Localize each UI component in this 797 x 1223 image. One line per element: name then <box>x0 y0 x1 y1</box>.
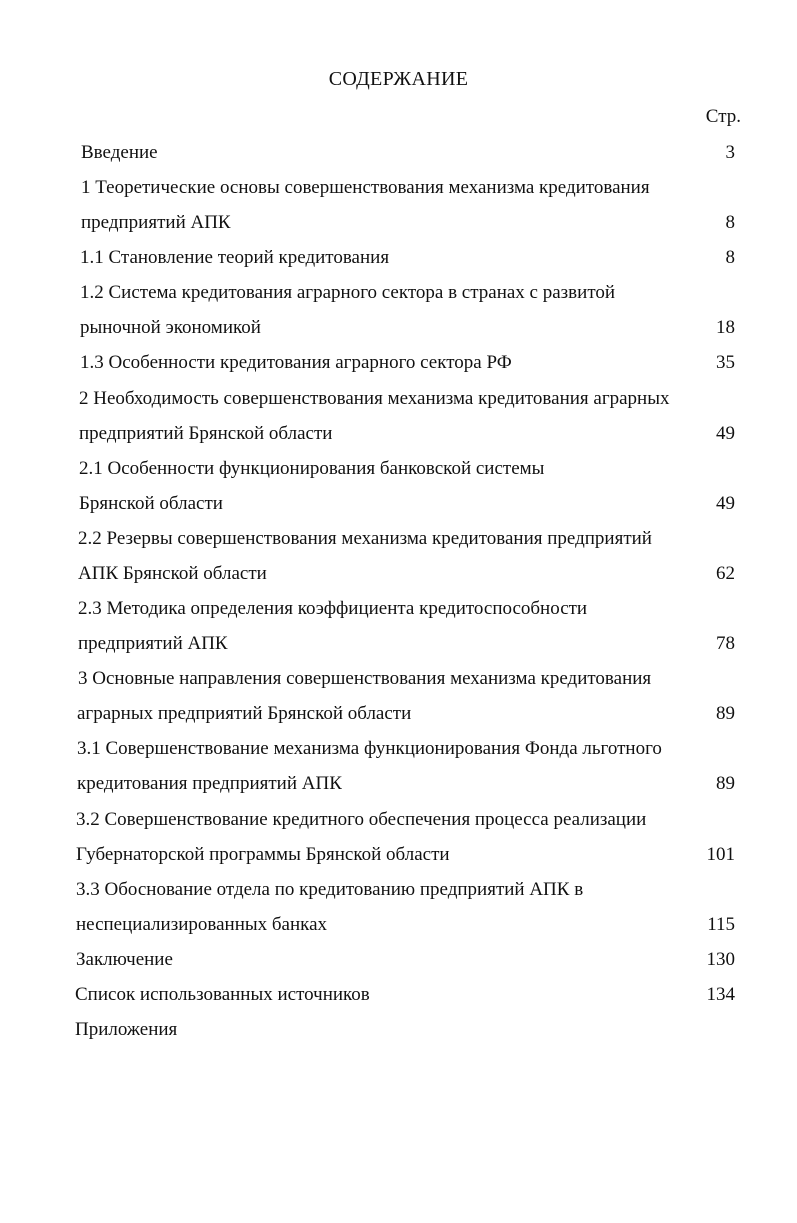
toc-page-number: 49 <box>716 423 735 444</box>
toc-entry-text: Губернаторской программы Брянской области <box>76 844 450 865</box>
toc-page-number: 8 <box>725 212 735 233</box>
toc-entry-text: неспециализированных банках <box>76 914 328 935</box>
toc-entry-text: 1.2 Система кредитования аграрного сектора в странах с развитой <box>80 282 616 303</box>
toc-entry-text: 3.1 Совершенствование механизма функционирования Фонда льготного <box>77 738 662 759</box>
toc-entry-text: 2.2 Резервы совершенствования механизма кредитования предприятий <box>78 528 652 549</box>
toc-entry-text: 1.3 Особенности кредитования аграрного сектора РФ <box>80 352 512 373</box>
toc-page-number: 89 <box>716 703 735 724</box>
toc-entry-text: Брянской области <box>79 493 223 514</box>
toc-page-number: 62 <box>716 563 735 584</box>
toc-page-number: 3 <box>725 142 735 163</box>
toc-page-number: 35 <box>716 352 735 373</box>
toc-entry-text: кредитования предприятий АПК <box>77 773 342 794</box>
toc-page-number: 115 <box>707 914 735 935</box>
toc-page-number: 130 <box>706 949 735 970</box>
toc-entry-text: 3.3 Обоснование отдела по кредитованию предприятий АПК в <box>76 879 584 900</box>
toc-entry-text: рыночной экономикой <box>80 317 261 338</box>
toc-entry-text: Заключение <box>76 949 173 970</box>
toc-entry-text: предприятий Брянской области <box>79 423 333 444</box>
toc-page-number: 49 <box>716 493 735 514</box>
toc-entry-text: 3 Основные направления совершенствования механизма кредитования <box>78 668 652 689</box>
toc-entry-text: 1 Теоретические основы совершенствования механизма кредитования <box>81 177 650 198</box>
page-column-header: Стр. <box>705 106 741 127</box>
toc-page-number: 18 <box>716 317 735 338</box>
toc-entry-text: Список использованных источников <box>75 984 370 1005</box>
toc-entry-text: 2.3 Методика определения коэффициента кредитоспособности <box>78 598 588 619</box>
toc-entry-text: 1.1 Становление теорий кредитования <box>80 247 390 268</box>
toc-entry-text: предприятий АПК <box>81 212 231 233</box>
toc-entry-text: Приложения <box>75 1019 178 1040</box>
toc-entry-text: 2.1 Особенности функционирования банковской системы <box>79 458 545 479</box>
toc-entry-text: предприятий АПК <box>78 633 228 654</box>
toc-entry-text: Введение <box>81 142 158 163</box>
toc-page-number: 89 <box>716 773 735 794</box>
toc-page-number: 101 <box>706 844 735 865</box>
toc-entry-text: аграрных предприятий Брянской области <box>77 703 412 724</box>
toc-entry-text: 2 Необходимость совершенствования механизма кредитования аграрных <box>79 388 670 409</box>
toc-entry-text: 3.2 Совершенствование кредитного обеспечения процесса реализации <box>76 809 647 830</box>
toc-entry-text: АПК Брянской области <box>78 563 267 584</box>
toc-page-number: 78 <box>716 633 735 654</box>
page-title: СОДЕРЖАНИЕ <box>328 68 469 90</box>
toc-page-number: 134 <box>706 984 735 1005</box>
toc-page-number: 8 <box>725 247 735 268</box>
